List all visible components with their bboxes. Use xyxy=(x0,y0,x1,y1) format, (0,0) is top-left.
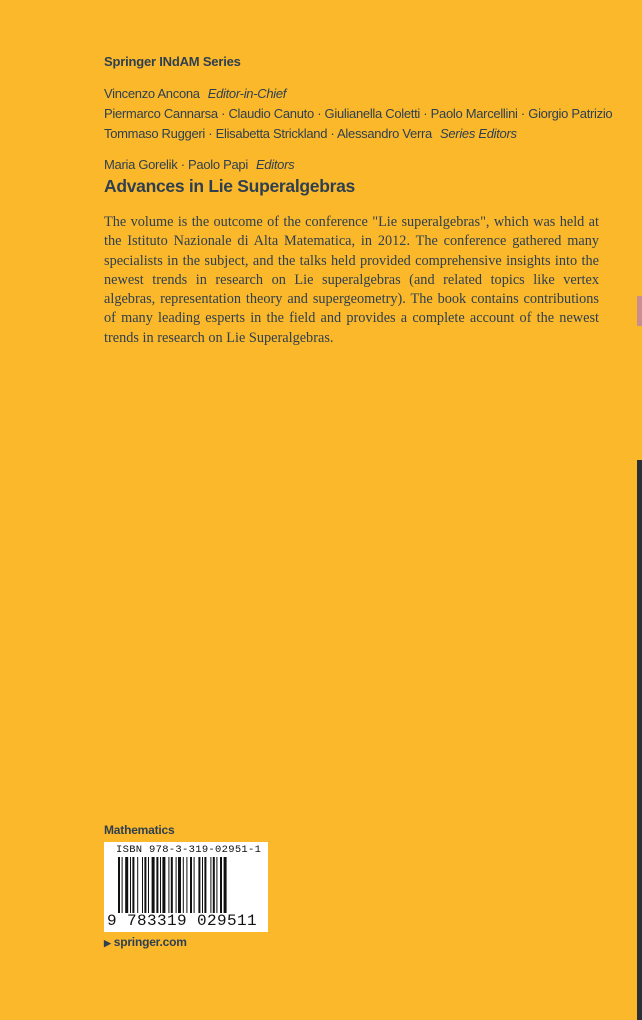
right-triangle-icon: ▶ xyxy=(104,938,111,948)
editor-in-chief-name: Vincenzo Ancona xyxy=(104,86,200,101)
volume-editors-names: Maria Gorelik · Paolo Papi xyxy=(104,157,248,172)
editor-in-chief-line xyxy=(104,86,286,101)
series-editors-line-1: Piermarco Cannarsa · Claudio Canuto · Giulianella Coletti · Paolo Marcellini · Giorgio Patrizio xyxy=(104,106,613,121)
book-description: The volume is the outcome of the conference "Lie superalgebras", which was held at the Istituto Nazionale di Alta Matematica, in 2012. The conference gathered many specialists in the subject, and the talks held provided comprehensive insights into the newest trends in research on Lie superalgebras (and related topics like vertex algebras, representation theory and supergeometry). The book contains contributions of many leading esperts in the field and provides a complete account of the newest trends in research on Lie Superalgebras. xyxy=(104,214,599,346)
volume-editors-role: Editors xyxy=(255,157,295,172)
series-editors-line-2 xyxy=(104,126,517,141)
publisher-url: springer.com xyxy=(113,935,187,949)
series-editors-names: Tommaso Ruggeri · Elisabetta Strickland · Alessandro Verra xyxy=(104,126,432,141)
isbn-label: ISBN 978-3-319-02951-1 xyxy=(116,844,262,856)
barcode-digits: 9 783319 029511 xyxy=(107,912,258,930)
barcode-bars-graphic xyxy=(118,857,258,913)
book-title: Advances in Lie Superalgebras xyxy=(104,176,355,196)
publisher-website[interactable] xyxy=(104,935,187,949)
isbn-barcode xyxy=(104,842,268,932)
spine-edge xyxy=(637,460,642,1020)
series-title: Springer INdAM Series xyxy=(104,54,241,69)
editor-in-chief-role: Editor-in-Chief xyxy=(207,86,287,101)
series-editors-role: Series Editors xyxy=(439,126,517,141)
spine-color-tab xyxy=(637,296,642,326)
volume-editors-line xyxy=(104,157,294,172)
subject-label: Mathematics xyxy=(104,823,175,837)
